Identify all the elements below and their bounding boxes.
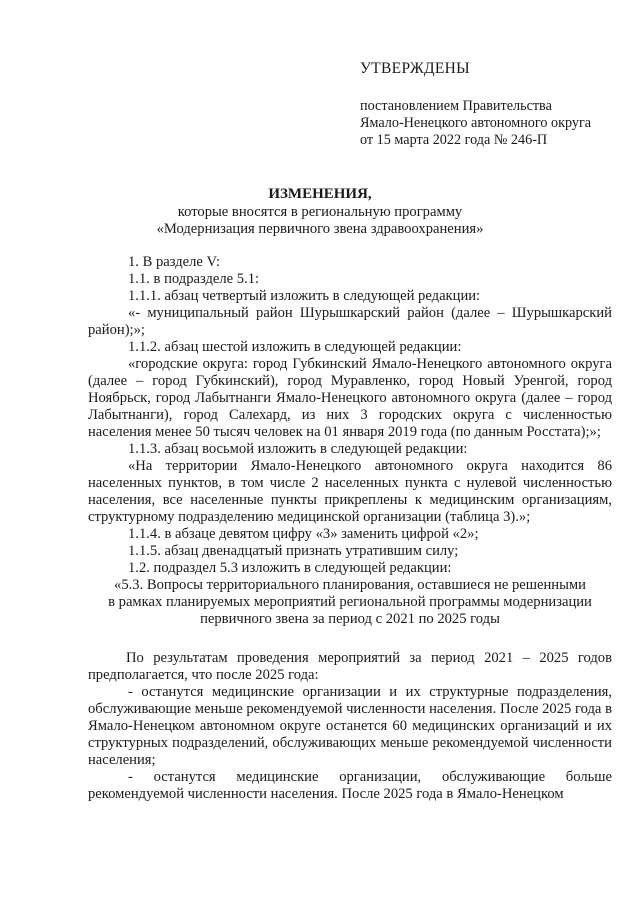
approval-title: УТВЕРЖДЕНЫ: [360, 60, 470, 77]
paragraph: - останутся медицинские организации, обслуживающие больше рекомендуемой численности населения. После 2025 года в Ямало-Ненецком: [88, 769, 612, 802]
approval-line: постановлением Правительства: [360, 98, 552, 114]
paragraph: «- муниципальный район Шурышкарский район (далее – Шурышкарский район);»;: [88, 305, 612, 338]
paragraph: 1.1.5. абзац двенадцатый признать утратившим силу;: [128, 543, 459, 559]
document-heading: [0, 186, 640, 238]
paragraph: - останутся медицинские организации и их структурные подразделения, обслуживающие меньше рекомендуемой численности населения. После 2025 года в Ямало-Ненецком автономном округе останется 60 медицинских организаций и их структурных подразделений, обслуживающих меньше рекомендуемой численности населения;: [88, 684, 612, 768]
paragraph: 1.1.2. абзац шестой изложить в следующей редакции:: [128, 339, 462, 355]
paragraph: 1.2. подраздел 5.3 изложить в следующей редакции:: [128, 560, 452, 576]
paragraph: 1.1.3. абзац восьмой изложить в следующей редакции:: [128, 441, 468, 457]
section-title-line: в рамках планируемых мероприятий региональной программы модернизации: [108, 594, 592, 610]
section-title-line: «5.3. Вопросы территориального планирования, оставшиеся не решенными: [114, 577, 586, 593]
document-subtitle-line: «Модернизация первичного звена здравоохранения»: [156, 221, 484, 237]
paragraph: 1.1. в подразделе 5.1:: [128, 271, 260, 287]
paragraph: «городские округа: город Губкинский Ямало-Ненецкого автономного округа (далее – город Губкинский), город Муравленко, город Новый Уренгой, город Ноябрьск, город Лабытнанги Ямало-Ненецкого автономного округа (далее – город Лабытнанги), город Салехард, из них 3 городских округа с численностью населения менее 50 тысяч человек на 01 января 2019 года (по данным Росстата);»;: [88, 356, 612, 440]
approval-block: [360, 60, 591, 149]
paragraph: 1. В разделе V:: [128, 254, 221, 270]
paragraph: По результатам проведения мероприятий за период 2021 – 2025 годов предполагается, что после 2025 года:: [88, 650, 612, 683]
section-title: [88, 577, 612, 628]
paragraph: 1.1.4. в абзаце девятом цифру «3» заменить цифрой «2»;: [128, 526, 479, 542]
document-title: ИЗМЕНЕНИЯ,: [268, 186, 372, 202]
paragraph: 1.1.1. абзац четвертый изложить в следующей редакции:: [128, 288, 481, 304]
approval-line: от 15 марта 2022 года № 246-П: [360, 132, 548, 148]
document-body: [88, 254, 612, 803]
section-title-line: первичного звена за период с 2021 по 2025 годы: [200, 611, 500, 627]
paragraph: «На территории Ямало-Ненецкого автономного округа находится 86 населенных пунктов, в том числе 2 населенных пункта с нулевой численностью населения, все населенные пункты прикреплены к медицинским организациям, структурному подразделению медицинской организации (таблица 3).»;: [88, 458, 612, 525]
spacer: [88, 628, 612, 650]
approval-line: Ямало-Ненецкого автономного округа: [360, 115, 592, 131]
document-subtitle-line: которые вносятся в региональную программу: [177, 204, 463, 220]
